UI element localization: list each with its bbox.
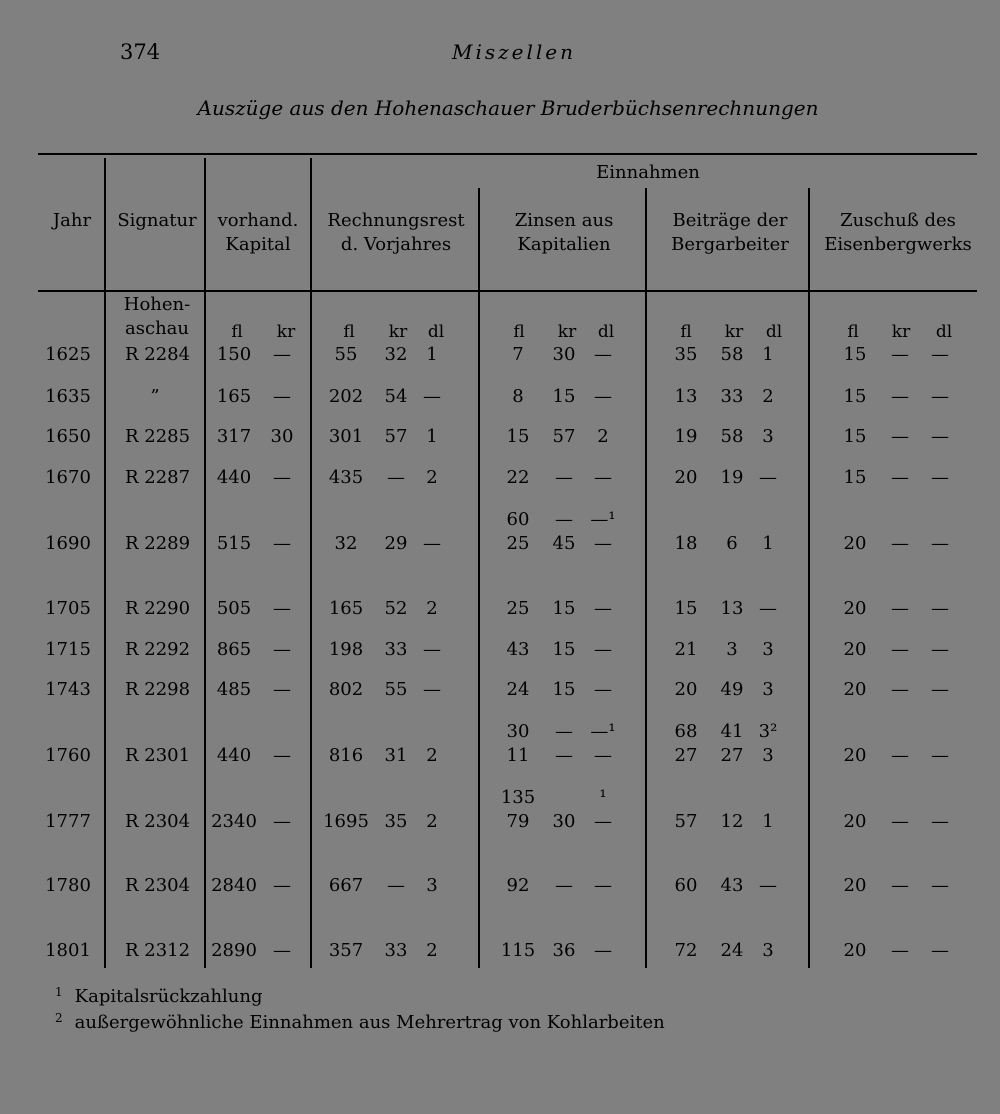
cell-zinsen: — — [594, 875, 612, 896]
cell-beitraege: 24 — [720, 940, 744, 961]
cell-beitraege: 13 — [674, 386, 698, 407]
cell-zinsen: — — [594, 811, 612, 832]
unit-label: kr — [388, 322, 408, 342]
cell-zuschuss: — — [891, 679, 909, 700]
column-rule — [104, 158, 106, 968]
column-header-line: d. Vorjahres — [340, 234, 452, 255]
cell-kapital-fl: 2840 — [211, 875, 257, 896]
cell-zinsen: — — [594, 533, 612, 554]
table-header-rule — [38, 290, 977, 292]
cell-zuschuss: 20 — [843, 940, 867, 961]
cell-zuschuss: — — [891, 811, 909, 832]
cell-zuschuss: 20 — [843, 533, 867, 554]
cell-zuschuss: 20 — [843, 811, 867, 832]
unit-label: kr — [724, 322, 744, 342]
cell-kapital-kr: — — [273, 344, 291, 365]
cell-beitraege: 3 — [762, 679, 774, 700]
cell-zuschuss: 20 — [843, 745, 867, 766]
cell-rest: 55 — [384, 679, 408, 700]
column-header-line: Kapital — [225, 234, 291, 255]
cell-zinsen: 92 — [506, 875, 530, 896]
cell-rest: 301 — [328, 426, 364, 447]
cell-zuschuss: — — [931, 344, 949, 365]
cell-beitraege: 3 — [726, 639, 738, 660]
cell-jahr: 1801 — [45, 940, 91, 961]
cell-kapital-kr: — — [273, 598, 291, 619]
table-title: Auszüge aus den Hohenaschauer Bruderbüchsenrechnungen — [197, 96, 819, 120]
cell-zinsen: 30 — [552, 811, 576, 832]
cell-beitraege: — — [759, 467, 777, 488]
cell-zuschuss: — — [891, 598, 909, 619]
cell-rest: 802 — [328, 679, 364, 700]
cell-beitraege: 6 — [726, 533, 738, 554]
unit-label: kr — [891, 322, 911, 342]
cell-rest: 33 — [384, 940, 408, 961]
cell-zuschuss: 20 — [843, 598, 867, 619]
cell-beitraege: 13 — [720, 598, 744, 619]
cell-zuschuss: — — [931, 811, 949, 832]
cell-zuschuss: — — [891, 533, 909, 554]
cell-zinsen: — — [594, 940, 612, 961]
cell-zinsen: 22 — [506, 467, 530, 488]
cell-rest: — — [387, 875, 405, 896]
cell-kapital-kr: — — [273, 467, 291, 488]
column-header-line: Rechnungsrest — [327, 210, 465, 231]
cell-zuschuss: 20 — [843, 679, 867, 700]
unit-label: fl — [231, 322, 243, 342]
cell-beitraege: 1 — [762, 533, 774, 554]
cell-rest: 2 — [426, 745, 438, 766]
cell-rest: 165 — [328, 598, 364, 619]
cell-zinsen: 15 — [552, 679, 576, 700]
cell-beitraege: 35 — [674, 344, 698, 365]
column-header-kapital — [218, 209, 299, 257]
cell-zinsen: 30 — [552, 344, 576, 365]
cell-beitraege: 41 — [720, 721, 744, 742]
cell-kapital-kr: — — [273, 811, 291, 832]
unit-label: dl — [765, 322, 783, 342]
cell-zinsen: 15 — [552, 598, 576, 619]
cell-beitraege: 43 — [720, 875, 744, 896]
cell-signatur: R 2304 — [125, 875, 191, 896]
cell-zuschuss: — — [891, 639, 909, 660]
cell-zinsen: — — [594, 679, 612, 700]
cell-rest: 1 — [426, 344, 438, 365]
cell-jahr: 1780 — [45, 875, 91, 896]
cell-kapital-fl: 505 — [216, 598, 252, 619]
cell-rest: 667 — [328, 875, 364, 896]
cell-beitraege: 72 — [674, 940, 698, 961]
cell-zinsen: 30 — [506, 721, 530, 742]
cell-zinsen: 8 — [512, 386, 524, 407]
cell-beitraege: 2 — [762, 386, 774, 407]
column-header-line: Kapitalien — [517, 234, 611, 255]
cell-zinsen: — — [594, 386, 612, 407]
cell-beitraege: 33 — [720, 386, 744, 407]
cell-beitraege: 19 — [720, 467, 744, 488]
cell-kapital-kr: — — [273, 533, 291, 554]
cell-kapital-kr: — — [273, 679, 291, 700]
cell-rest: 32 — [384, 344, 408, 365]
cell-zinsen: 2 — [597, 426, 609, 447]
footnote-1 — [55, 985, 263, 1007]
cell-rest: 2 — [426, 940, 438, 961]
unit-label: dl — [597, 322, 615, 342]
cell-zuschuss: 15 — [843, 467, 867, 488]
cell-jahr: 1670 — [45, 467, 91, 488]
cell-signatur: ” — [150, 386, 160, 407]
cell-zinsen: 25 — [506, 598, 530, 619]
cell-signatur: R 2284 — [125, 344, 191, 365]
cell-zinsen: 60 — [506, 509, 530, 530]
cell-rest: 435 — [328, 467, 364, 488]
cell-kapital-fl: 150 — [216, 344, 252, 365]
unit-label: kr — [276, 322, 296, 342]
cell-signatur: R 2285 — [125, 426, 191, 447]
cell-zinsen: — — [555, 509, 573, 530]
cell-zinsen: 24 — [506, 679, 530, 700]
cell-kapital-kr: — — [273, 386, 291, 407]
cell-signatur: R 2292 — [125, 639, 191, 660]
cell-signatur: R 2304 — [125, 811, 191, 832]
cell-beitraege: — — [759, 598, 777, 619]
cell-rest: 1 — [426, 426, 438, 447]
cell-beitraege: 15 — [674, 598, 698, 619]
cell-signatur: R 2298 — [125, 679, 191, 700]
cell-beitraege: 3² — [758, 721, 778, 742]
column-header-signatur — [117, 209, 196, 233]
cell-kapital-kr: — — [273, 875, 291, 896]
unit-label: kr — [557, 322, 577, 342]
cell-rest: 33 — [384, 639, 408, 660]
cell-zinsen: — — [555, 875, 573, 896]
cell-signatur: R 2290 — [125, 598, 191, 619]
column-header-rest — [327, 209, 464, 257]
cell-signatur: R 2301 — [125, 745, 191, 766]
cell-rest: 52 — [384, 598, 408, 619]
cell-zinsen: ¹ — [599, 787, 607, 808]
cell-zinsen: — — [594, 344, 612, 365]
group-header-einnahmen: Einnahmen — [596, 162, 700, 183]
column-header-jahr — [53, 209, 91, 233]
cell-beitraege: 1 — [762, 811, 774, 832]
footnote-text: außergewöhnliche Einnahmen aus Mehrertrag von Kohlarbeiten — [74, 1012, 665, 1033]
cell-kapital-kr: — — [273, 639, 291, 660]
cell-rest: 29 — [384, 533, 408, 554]
cell-rest: 2 — [426, 598, 438, 619]
footnote-text: Kapitalsrückzahlung — [74, 986, 263, 1007]
cell-zinsen: 57 — [552, 426, 576, 447]
cell-beitraege: 60 — [674, 875, 698, 896]
cell-zinsen: — — [594, 467, 612, 488]
column-header-line: Zuschuß des — [840, 210, 956, 231]
signatur-prefix: Hohen- — [123, 294, 191, 315]
cell-beitraege: 21 — [674, 639, 698, 660]
cell-rest: 357 — [328, 940, 364, 961]
running-head: Miszellen — [452, 40, 577, 64]
cell-zuschuss: — — [931, 875, 949, 896]
cell-zuschuss: — — [931, 533, 949, 554]
cell-zuschuss: 15 — [843, 386, 867, 407]
cell-zinsen: — — [555, 721, 573, 742]
table-top-rule — [38, 153, 977, 155]
unit-label: dl — [935, 322, 953, 342]
cell-beitraege: 27 — [720, 745, 744, 766]
cell-zinsen: 115 — [500, 940, 536, 961]
cell-beitraege: 3 — [762, 639, 774, 660]
cell-beitraege: 27 — [674, 745, 698, 766]
cell-beitraege: 3 — [762, 940, 774, 961]
cell-zinsen: 15 — [552, 386, 576, 407]
cell-zuschuss: — — [931, 598, 949, 619]
cell-zinsen: — — [594, 598, 612, 619]
cell-zuschuss: — — [891, 745, 909, 766]
cell-beitraege: 58 — [720, 344, 744, 365]
cell-rest: — — [423, 679, 441, 700]
cell-zinsen: 79 — [506, 811, 530, 832]
page-number: 374 — [120, 40, 161, 64]
cell-zuschuss: — — [931, 940, 949, 961]
cell-jahr: 1635 — [45, 386, 91, 407]
cell-beitraege: 58 — [720, 426, 744, 447]
column-rule — [478, 188, 480, 968]
cell-zinsen: 25 — [506, 533, 530, 554]
cell-kapital-fl: 515 — [216, 533, 252, 554]
cell-rest: 55 — [334, 344, 358, 365]
cell-rest: 198 — [328, 639, 364, 660]
cell-zuschuss: — — [931, 467, 949, 488]
cell-zinsen: 7 — [512, 344, 524, 365]
unit-label: fl — [847, 322, 859, 342]
cell-kapital-fl: 865 — [216, 639, 252, 660]
cell-zuschuss: — — [891, 426, 909, 447]
cell-zuschuss: 20 — [843, 875, 867, 896]
column-rule — [645, 188, 647, 968]
unit-label: fl — [680, 322, 692, 342]
cell-beitraege: 20 — [674, 679, 698, 700]
cell-rest: 2 — [426, 467, 438, 488]
cell-zuschuss: — — [931, 639, 949, 660]
cell-beitraege: 12 — [720, 811, 744, 832]
column-header-line: Beiträge der — [672, 210, 788, 231]
column-rule — [204, 158, 206, 968]
cell-jahr: 1777 — [45, 811, 91, 832]
cell-zinsen: 36 — [552, 940, 576, 961]
cell-signatur: R 2312 — [125, 940, 191, 961]
unit-label: fl — [513, 322, 525, 342]
cell-jahr: 1690 — [45, 533, 91, 554]
cell-jahr: 1743 — [45, 679, 91, 700]
cell-rest: 32 — [334, 533, 358, 554]
cell-rest: 202 — [328, 386, 364, 407]
unit-label: fl — [343, 322, 355, 342]
cell-zinsen: 45 — [552, 533, 576, 554]
column-rule — [310, 158, 312, 968]
cell-beitraege: 68 — [674, 721, 698, 742]
cell-rest: 54 — [384, 386, 408, 407]
cell-kapital-fl: 2890 — [211, 940, 257, 961]
cell-beitraege: 1 — [762, 344, 774, 365]
cell-signatur: R 2287 — [125, 467, 191, 488]
cell-rest: 816 — [328, 745, 364, 766]
footnote-2 — [55, 1011, 665, 1033]
column-header-line: Signatur — [117, 210, 197, 231]
cell-rest: 3 — [426, 875, 438, 896]
cell-zinsen: — — [555, 467, 573, 488]
cell-jahr: 1705 — [45, 598, 91, 619]
cell-kapital-kr: 30 — [270, 426, 294, 447]
cell-beitraege: 57 — [674, 811, 698, 832]
cell-zinsen: 135 — [500, 787, 536, 808]
cell-kapital-fl: 2340 — [211, 811, 257, 832]
cell-zinsen: —¹ — [590, 721, 616, 742]
cell-rest: — — [387, 467, 405, 488]
column-header-line: Eisenbergwerks — [824, 234, 972, 255]
cell-zinsen: — — [555, 745, 573, 766]
cell-zinsen: 11 — [506, 745, 530, 766]
cell-kapital-kr: — — [273, 940, 291, 961]
column-rule — [808, 188, 810, 968]
cell-zuschuss: 15 — [843, 344, 867, 365]
footnote-mark: 2 — [55, 1011, 63, 1025]
cell-kapital-fl: 485 — [216, 679, 252, 700]
cell-zuschuss: — — [931, 745, 949, 766]
cell-beitraege: 20 — [674, 467, 698, 488]
footnote-mark: 1 — [55, 985, 63, 999]
cell-kapital-fl: 317 — [216, 426, 252, 447]
cell-zinsen: —¹ — [590, 509, 616, 530]
column-header-zinsen — [515, 209, 614, 257]
cell-zuschuss: — — [891, 344, 909, 365]
column-header-line: vorhand. — [217, 210, 299, 231]
cell-beitraege: 18 — [674, 533, 698, 554]
cell-zuschuss: — — [931, 386, 949, 407]
cell-jahr: 1715 — [45, 639, 91, 660]
cell-beitraege: 3 — [762, 745, 774, 766]
cell-rest: 57 — [384, 426, 408, 447]
cell-zuschuss: — — [891, 940, 909, 961]
cell-zuschuss: — — [891, 875, 909, 896]
unit-label: dl — [427, 322, 445, 342]
cell-kapital-fl: 440 — [216, 467, 252, 488]
column-header-zuschuss — [824, 209, 972, 257]
cell-zuschuss: — — [931, 426, 949, 447]
cell-zinsen: 15 — [506, 426, 530, 447]
cell-beitraege: 3 — [762, 426, 774, 447]
cell-zuschuss: 15 — [843, 426, 867, 447]
cell-rest: — — [423, 639, 441, 660]
cell-zuschuss: 20 — [843, 639, 867, 660]
cell-signatur: R 2289 — [125, 533, 191, 554]
cell-jahr: 1760 — [45, 745, 91, 766]
column-header-line: Bergarbeiter — [671, 234, 789, 255]
signatur-prefix: aschau — [125, 318, 189, 339]
cell-rest: 35 — [384, 811, 408, 832]
cell-zinsen: 15 — [552, 639, 576, 660]
cell-rest: 1695 — [323, 811, 369, 832]
cell-zuschuss: — — [891, 386, 909, 407]
column-header-beitraege — [671, 209, 789, 257]
column-header-line: Jahr — [52, 210, 92, 231]
cell-zuschuss: — — [931, 679, 949, 700]
cell-beitraege: — — [759, 875, 777, 896]
cell-jahr: 1625 — [45, 344, 91, 365]
cell-kapital-kr: — — [273, 745, 291, 766]
cell-kapital-fl: 440 — [216, 745, 252, 766]
cell-jahr: 1650 — [45, 426, 91, 447]
cell-rest: — — [423, 386, 441, 407]
cell-zinsen: — — [594, 745, 612, 766]
cell-zuschuss: — — [891, 467, 909, 488]
cell-zinsen: 43 — [506, 639, 530, 660]
cell-zinsen: — — [594, 639, 612, 660]
cell-kapital-fl: 165 — [216, 386, 252, 407]
column-header-line: Zinsen aus — [514, 210, 614, 231]
cell-rest: 2 — [426, 811, 438, 832]
cell-beitraege: 19 — [674, 426, 698, 447]
cell-rest: — — [423, 533, 441, 554]
cell-rest: 31 — [384, 745, 408, 766]
cell-beitraege: 49 — [720, 679, 744, 700]
